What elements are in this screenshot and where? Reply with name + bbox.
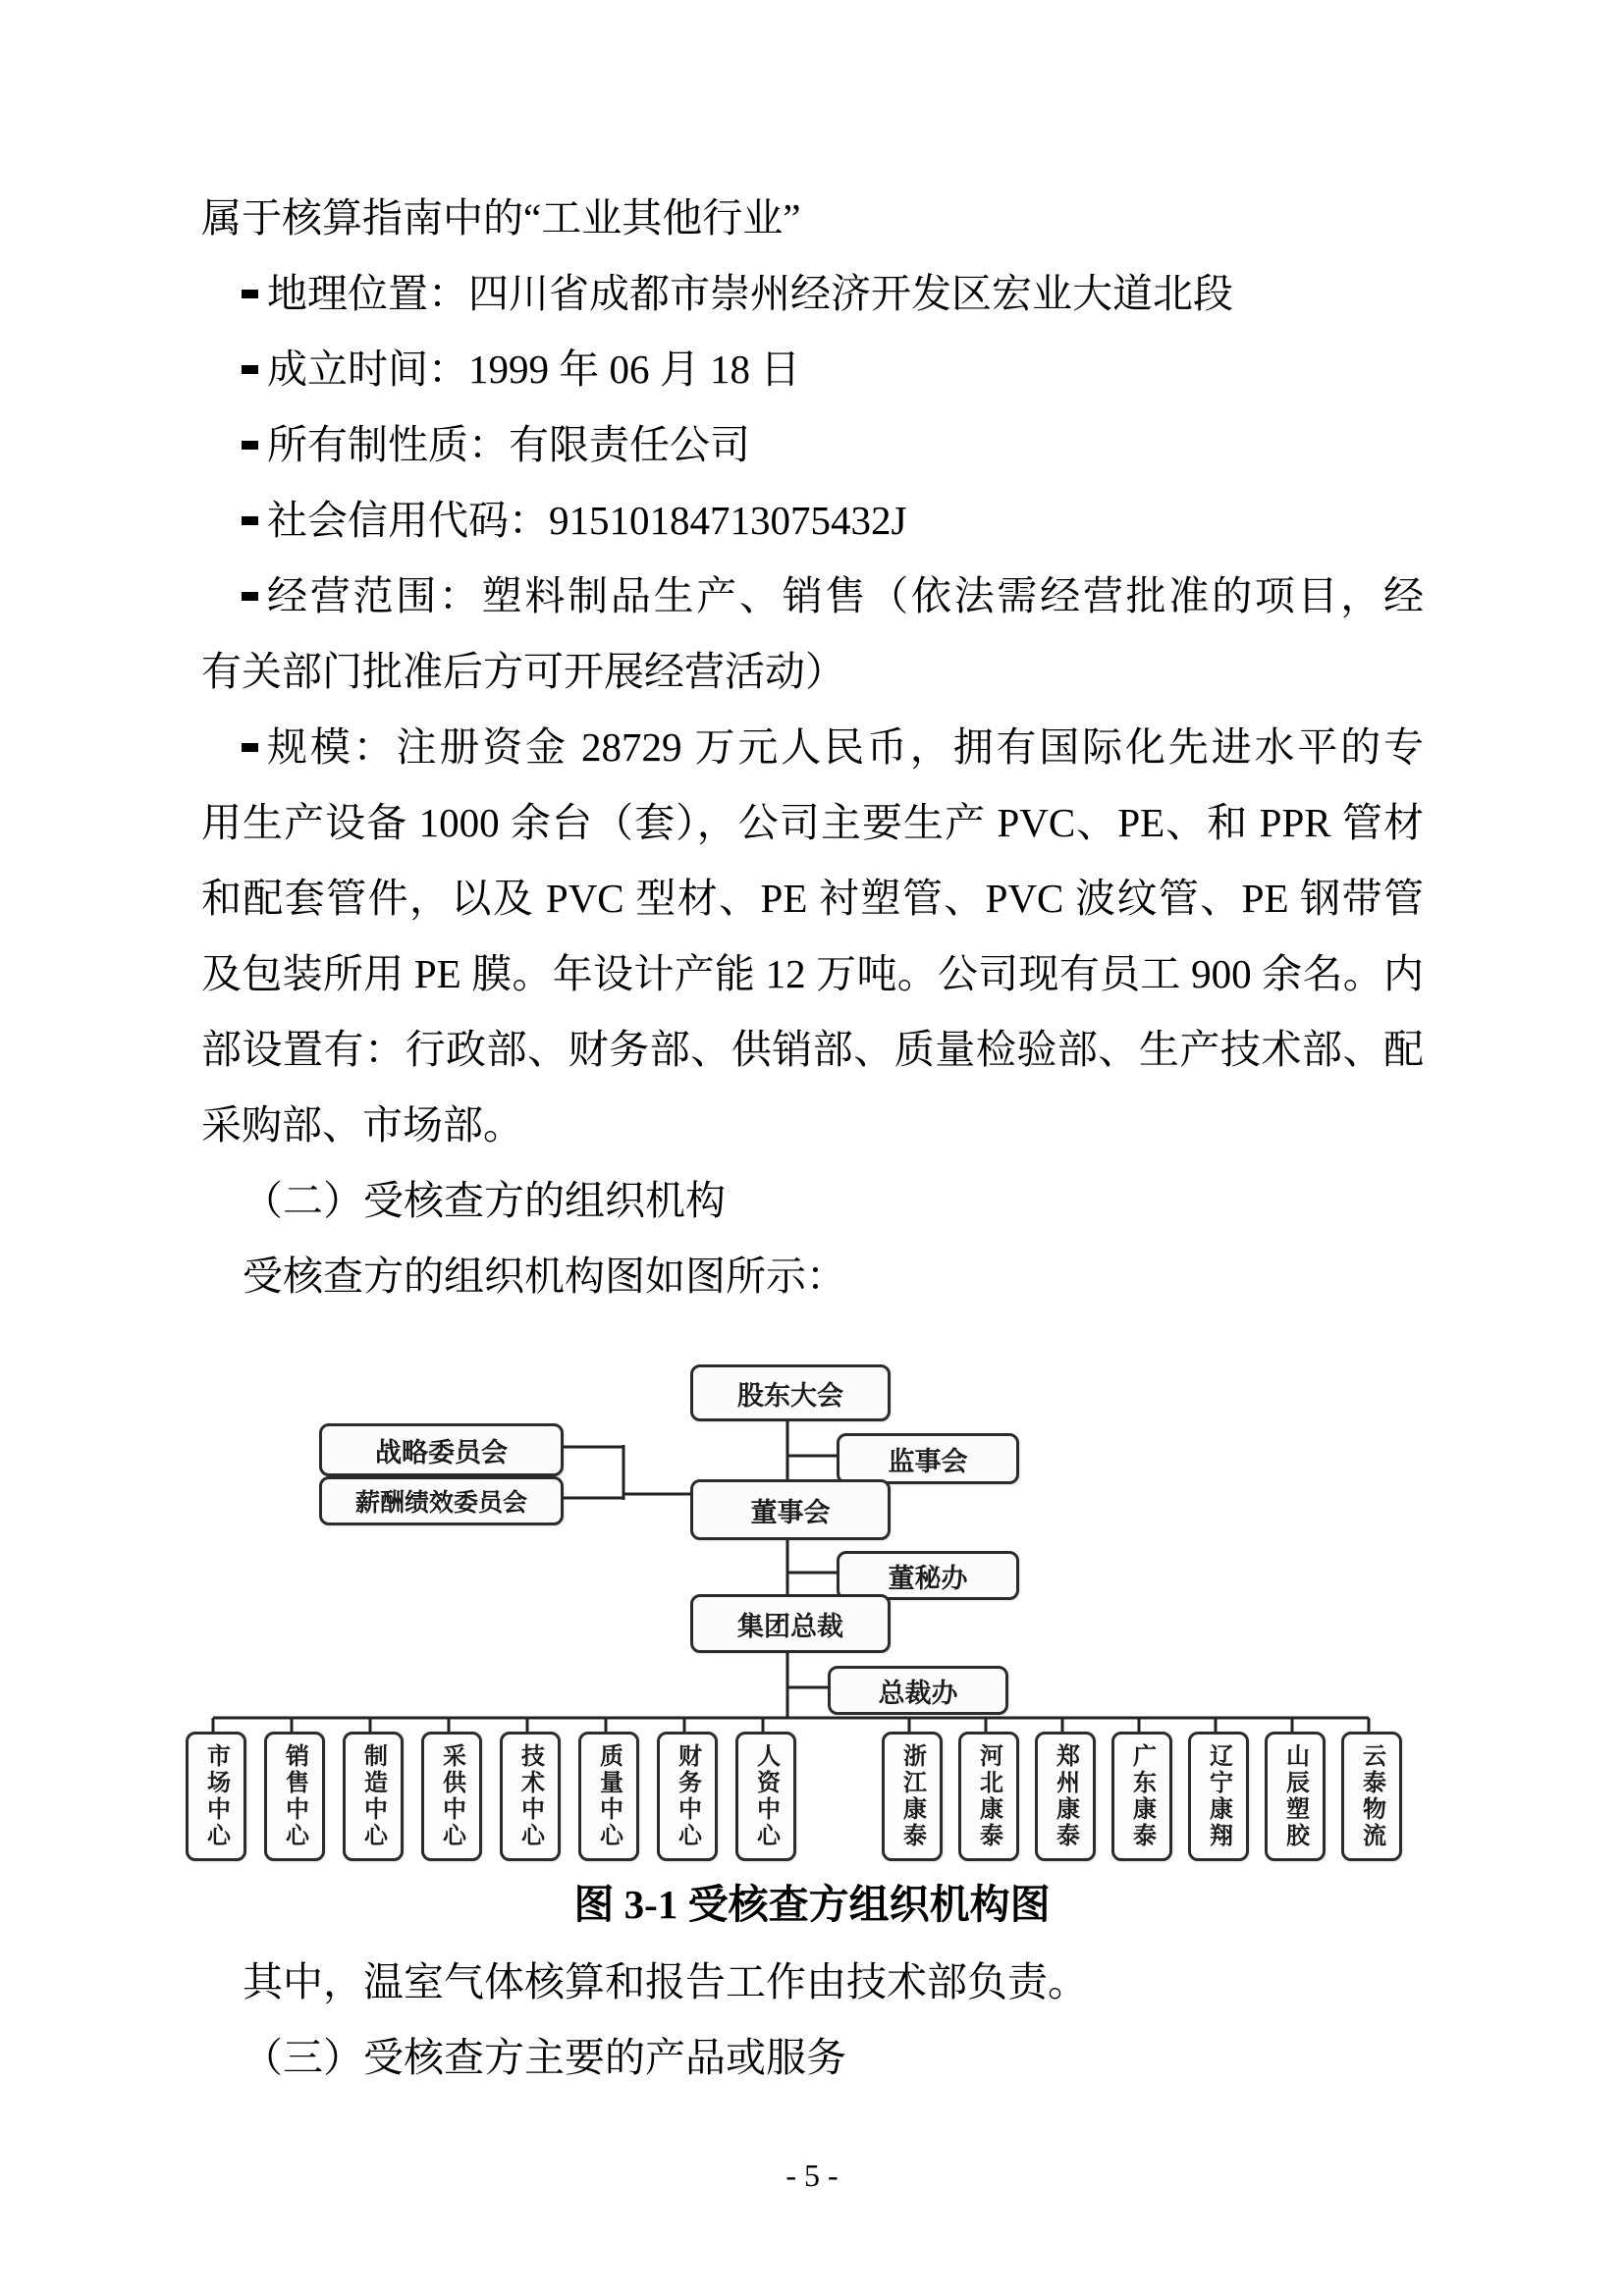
- body-line-13: （二）受核查方的组织机构: [243, 1178, 726, 1223]
- body-line-11: 部设置有：行政部、财务部、供销部、质量检验部、生产技术部、配: [201, 1027, 1424, 1072]
- body-line-2: 成立时间：1999 年 06 月 18 日: [267, 344, 800, 395]
- body-line-3: 所有制性质：有限责任公司: [267, 419, 750, 470]
- org-node-board-secretary-office: 董秘办: [837, 1551, 1019, 1600]
- body-line-0: 属于核算指南中的“工业其他行业”: [201, 195, 801, 240]
- bullet-marker-icon: [242, 592, 258, 601]
- org-node-center-6: 财务中心: [657, 1732, 718, 1861]
- body-line-7: 规模：注册资金 28729 万元人民币，拥有国际化先进水平的专: [267, 721, 1424, 773]
- org-node-group-president: 集团总裁: [690, 1594, 891, 1653]
- bullet-marker-icon: [242, 743, 258, 752]
- bullet-marker-icon: [242, 516, 258, 525]
- body-line-6: 有关部门批准后方可开展经营活动）: [201, 649, 845, 694]
- org-node-subsidiary-2: 郑州康泰: [1035, 1732, 1096, 1861]
- org-node-board-of-directors: 董事会: [690, 1479, 891, 1540]
- org-node-strategy-committee: 战略委员会: [319, 1423, 564, 1476]
- body-line-8: 用生产设备 1000 余台（套），公司主要生产 PVC、PE、和 PPR 管材: [201, 800, 1424, 845]
- closing-line-0: 其中，温室气体核算和报告工作由技术部负责。: [243, 1959, 1088, 2004]
- org-node-supervisory-board: 监事会: [837, 1433, 1019, 1484]
- org-node-subsidiary-6: 云泰物流: [1341, 1732, 1402, 1861]
- org-node-subsidiary-3: 广东康泰: [1111, 1732, 1172, 1861]
- org-node-shareholders-meeting: 股东大会: [690, 1364, 891, 1421]
- org-node-center-1: 销售中心: [264, 1732, 325, 1861]
- body-line-12: 采购部、市场部。: [201, 1102, 523, 1148]
- body-line-1: 地理位置：四川省成都市崇州经济开发区宏业大道北段: [267, 268, 1233, 319]
- org-node-center-2: 制造中心: [343, 1732, 404, 1861]
- body-line-5: 经营范围：塑料制品生产、销售（依法需经营批准的项目，经: [267, 570, 1424, 621]
- body-line-14: 受核查方的组织机构图如图所示：: [243, 1254, 846, 1299]
- org-node-subsidiary-0: 浙江康泰: [882, 1732, 943, 1861]
- org-node-president-office: 总裁办: [828, 1666, 1008, 1715]
- org-node-subsidiary-5: 山辰塑胶: [1265, 1732, 1326, 1861]
- bullet-marker-icon: [242, 441, 258, 450]
- body-line-4: 社会信用代码：91510184713075432J: [267, 495, 906, 546]
- closing-line-1: （三）受核查方主要的产品或服务: [243, 2035, 846, 2080]
- body-line-10: 及包装所用 PE 膜。年设计产能 12 万吨。公司现有员工 900 余名。内: [201, 951, 1424, 996]
- figure-caption: 图 3-1 受核查方组织机构图: [573, 1882, 1051, 1927]
- bullet-marker-icon: [242, 365, 258, 374]
- org-node-center-7: 人资中心: [735, 1732, 796, 1861]
- org-node-subsidiary-4: 辽宁康翔: [1188, 1732, 1249, 1861]
- body-line-9: 和配套管件，以及 PVC 型材、PE 衬塑管、PVC 波纹管、PE 钢带管: [201, 876, 1424, 921]
- org-node-center-0: 市场中心: [186, 1732, 246, 1861]
- page-number: - 5 -: [785, 2158, 839, 2193]
- org-node-center-4: 技术中心: [500, 1732, 561, 1861]
- org-node-center-5: 质量中心: [578, 1732, 639, 1861]
- bullet-marker-icon: [242, 290, 258, 298]
- org-node-subsidiary-1: 河北康泰: [958, 1732, 1019, 1861]
- org-node-center-3: 采供中心: [421, 1732, 482, 1861]
- org-node-compensation-committee: 薪酬绩效委员会: [319, 1476, 564, 1525]
- org-chart: [113, 1327, 1419, 1877]
